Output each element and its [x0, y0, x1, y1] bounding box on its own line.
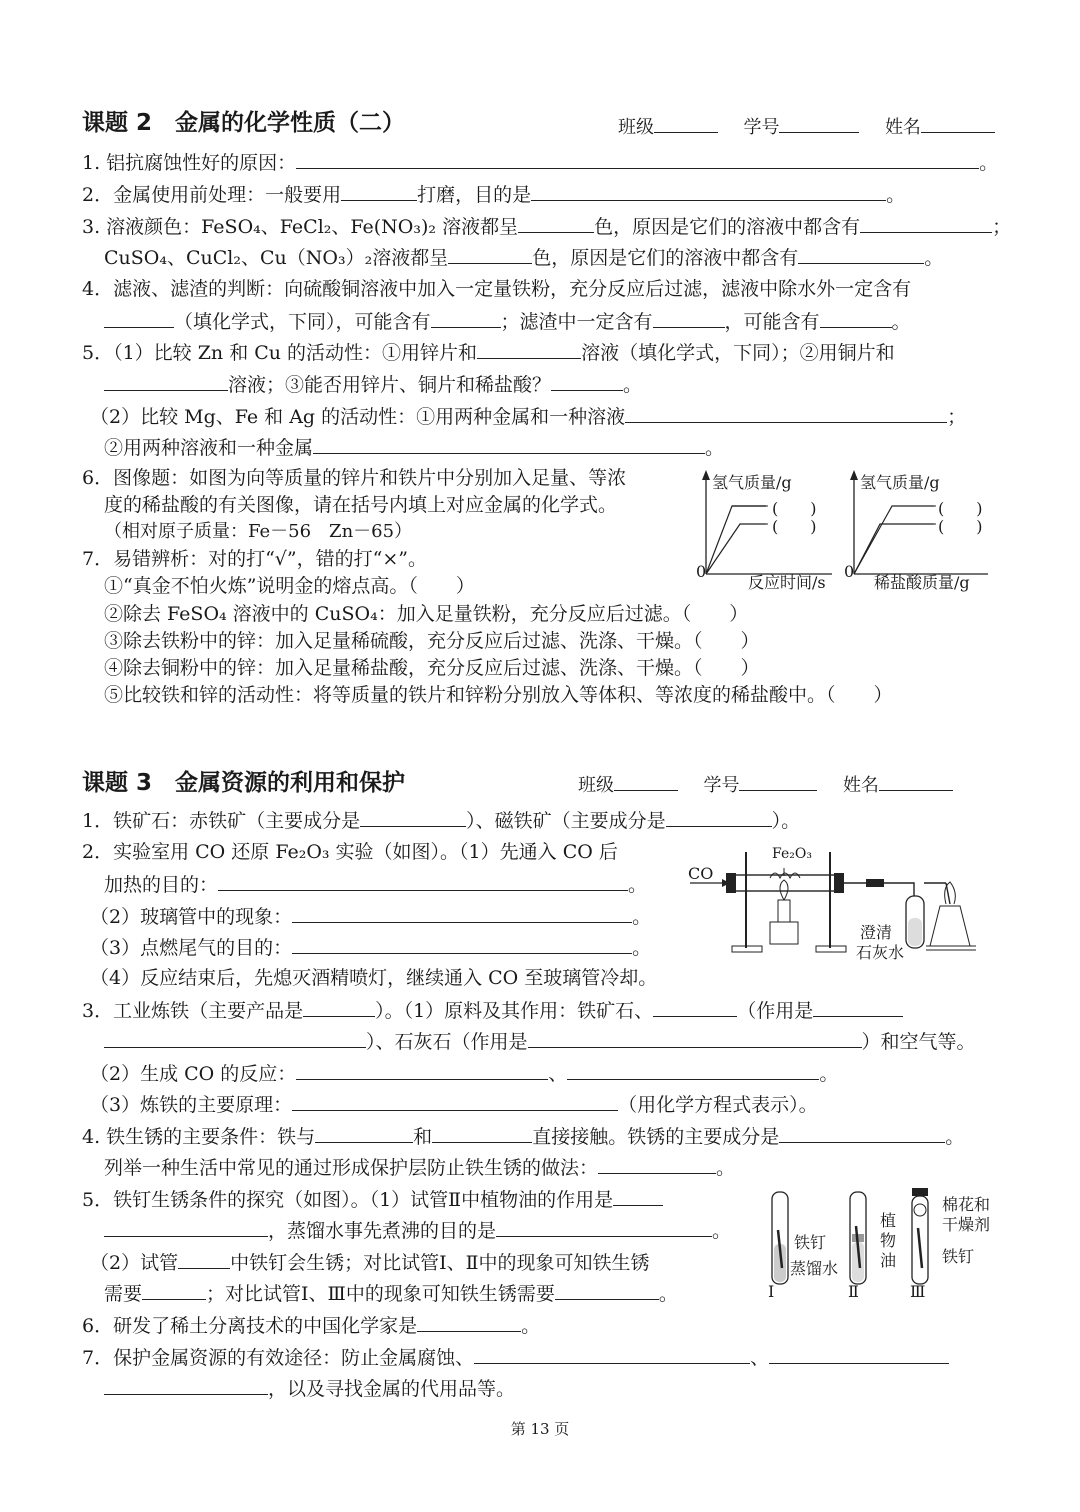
answer-blank[interactable] [779, 1122, 945, 1143]
answer-blank[interactable] [613, 1185, 663, 1206]
q-text: 3. 溶液颜色：FeSO₄、FeCl₂、Fe(NO₃)₂ 溶液都呈 [82, 216, 519, 238]
s2-q6b [104, 491, 617, 519]
punct: ； [947, 406, 967, 428]
q-text: 1．铁矿石：赤铁矿（主要成分是 [82, 810, 361, 832]
stopper-left [726, 873, 736, 893]
s3-q4a [82, 1122, 964, 1151]
answer-blank[interactable] [178, 1248, 230, 1269]
answer-blank[interactable] [567, 1059, 819, 1080]
q-text: 溶液（填化学式，下同）；②用铜片和 [581, 342, 895, 364]
q-text: ，以及寻找金属的代用品等。 [268, 1378, 516, 1400]
answer-blank[interactable] [417, 1311, 521, 1332]
punct: 。 [819, 1063, 839, 1085]
s2-q3a [82, 212, 1011, 241]
answer-blank[interactable] [360, 806, 466, 827]
q-text: 打磨，目的是 [417, 184, 532, 206]
s2-q7-1 [104, 572, 475, 600]
q-text: 2．金属使用前处理：一般要用 [82, 184, 342, 206]
q-text: （用化学方程式表示）。 [618, 1094, 818, 1116]
answer-blank[interactable] [292, 1090, 618, 1111]
s3-q2a [82, 838, 618, 866]
s3-q2c [90, 902, 651, 931]
q-text: 6．研发了稀土分离技术的中国化学家是 [82, 1315, 418, 1337]
q-text: 色，原因是它们的溶液中都含有 [532, 247, 799, 269]
answer-blank[interactable] [798, 243, 924, 264]
id-label: 学号 [743, 117, 780, 138]
answer-blank[interactable] [860, 212, 992, 233]
graph2-xlabel: 稀盐酸质量/g [874, 573, 970, 592]
tube3-nail-label: 铁钉 [942, 1247, 975, 1266]
q-text: 色，原因是它们的溶液中都含有 [594, 216, 861, 238]
name-blank[interactable] [921, 112, 995, 133]
s3-q6 [82, 1311, 540, 1340]
s2-q1 [82, 148, 998, 177]
s2-q7-2 [104, 600, 748, 628]
answer-blank[interactable] [518, 212, 594, 233]
cotton-label-1: 棉花和 [942, 1195, 991, 1214]
graph1-paren-b[interactable]: ( ) [772, 517, 817, 536]
q-text: ③除去铁粉中的锌：加入足量稀硫酸，充分反应后过滤、洗涤、干燥。（ ） [104, 630, 760, 652]
punct: 。 [945, 1126, 965, 1148]
class-label: 班级 [578, 775, 614, 796]
q-text: ④除去铜粉中的锌：加入足量稀盐酸，充分反应后过滤、洗涤、干燥。（ ） [104, 657, 760, 679]
id-blank[interactable] [779, 112, 859, 133]
oil-label-2: 物 [880, 1231, 897, 1250]
graph2-origin: 0 [844, 562, 855, 581]
answer-blank[interactable] [104, 1216, 268, 1237]
tube-label-2: Ⅱ [848, 1282, 859, 1301]
class-label: 班级 [618, 117, 654, 138]
graph2-paren-b[interactable]: ( ) [938, 517, 983, 536]
tube1-nail-label: 铁钉 [794, 1233, 827, 1252]
q-text: ）。 [771, 810, 801, 832]
answer-blank[interactable] [531, 180, 886, 201]
answer-blank[interactable] [496, 1216, 712, 1237]
punct: 。 [521, 1315, 541, 1337]
cotton-label-2: 干燥剂 [942, 1215, 991, 1234]
graph2-ylabel: 氢气质量/g [860, 473, 940, 492]
curve-a [706, 506, 766, 574]
punct: 。 [712, 1220, 732, 1242]
q-text: 加热的目的： [104, 874, 219, 896]
q-text: 1. 铝抗腐蚀性好的原因： [82, 152, 297, 174]
answer-blank[interactable] [104, 370, 228, 391]
s2-q5a [82, 338, 895, 367]
s2-q6c [104, 518, 412, 546]
answer-blank[interactable] [104, 1027, 366, 1048]
co-label: CO [688, 864, 714, 883]
answer-blank[interactable] [653, 996, 737, 1017]
punct: 。 [716, 1157, 736, 1179]
s3-q4b [104, 1153, 735, 1182]
answer-blank[interactable] [477, 338, 581, 359]
answer-blank[interactable] [315, 1122, 413, 1143]
q-text: （3）炼铁的主要原理： [90, 1094, 293, 1116]
graph1-xlabel: 反应时间/s [748, 573, 826, 592]
q-text: （2）玻璃管中的现象： [90, 906, 293, 928]
stopper-right [834, 873, 844, 893]
answer-blank[interactable] [303, 996, 375, 1017]
answer-blank[interactable] [296, 148, 979, 169]
q-text: 7．保护金属资源的有效途径：防止金属腐蚀、 [82, 1347, 475, 1369]
punct: 。 [623, 374, 643, 396]
q-text: ）和空气等。 [861, 1031, 976, 1053]
punct: 。 [886, 184, 906, 206]
section3-title: 课题 3 金属资源的利用和保护 [82, 770, 406, 796]
answer-blank[interactable] [598, 1153, 716, 1174]
id-label: 学号 [703, 775, 740, 796]
punct: 。 [628, 874, 648, 896]
s2-q7-4 [104, 654, 760, 682]
graph1-paren-a[interactable]: ( ) [772, 499, 817, 518]
punct: 。 [891, 311, 911, 333]
q-text: 7．易错辨析：对的打“√”，错的打“×”。 [82, 548, 427, 570]
fe2o3-label: Fe₂O₃ [772, 846, 812, 862]
q-text: （相对原子质量：Fe－56 Zn－65） [104, 521, 413, 542]
q-text: 溶液；③能否用锌片、铜片和稀盐酸？ [228, 374, 552, 396]
co-reduction-apparatus [684, 838, 984, 958]
q-text: ）。（1）原料及其作用：铁矿石、 [375, 1000, 654, 1022]
curve-b [854, 524, 934, 574]
id-blank[interactable] [739, 770, 817, 791]
s3-q7a [82, 1343, 949, 1372]
s2-q7-5 [104, 681, 893, 709]
punct: 。 [632, 937, 652, 959]
s2-q5d [104, 433, 724, 462]
q-text: ⑤比较铁和锌的活动性：将等质量的铁片和锌粉分别放入等体积、等浓度的稀盐酸中。（ ） [104, 684, 893, 706]
s3-q3d [90, 1090, 818, 1119]
q-text: 列举一种生活中常见的通过形成保护层防止铁生锈的做法： [104, 1157, 599, 1179]
section2-class-field [618, 112, 995, 139]
q-text: 5．铁钉生锈条件的探究（如图）。（1）试管Ⅱ中植物油的作用是 [82, 1189, 614, 1211]
flask [930, 906, 970, 946]
s3-q3b [104, 1027, 976, 1056]
q-text: 6．图像题：如图为向等质量的锌片和铁片中分别加入足量、等浓 [82, 467, 627, 489]
oil-label-1: 植 [880, 1211, 897, 1230]
y-arrow [702, 470, 710, 480]
s3-q1 [82, 806, 800, 835]
answer-blank[interactable] [474, 1343, 750, 1364]
tube-label-1: Ⅰ [768, 1282, 775, 1301]
s2-q5b [104, 370, 642, 399]
s3-q5b [104, 1216, 731, 1245]
q-text: ，可能含有 [724, 311, 820, 333]
answer-blank[interactable] [528, 1027, 862, 1048]
answer-blank[interactable] [218, 870, 628, 891]
answer-blank[interactable] [142, 1279, 206, 1300]
q-text: ）、磁铁矿（主要成分是 [466, 810, 666, 832]
answer-blank[interactable] [813, 996, 903, 1017]
q-text: （作用是 [737, 1000, 814, 1022]
s3-q3a [82, 996, 903, 1025]
punct: 。 [705, 437, 725, 459]
class-blank[interactable] [654, 112, 718, 133]
graph1-origin: 0 [696, 562, 707, 581]
s2-q4b [104, 307, 911, 336]
section2-title: 课题 2 金属的化学性质（二） [82, 110, 406, 136]
s3-q2d [90, 933, 651, 962]
q-text: （2）生成 CO 的反应： [90, 1063, 297, 1085]
answer-blank[interactable] [431, 307, 501, 328]
answer-blank[interactable] [555, 1279, 659, 1300]
tube1-water-label: 蒸馏水 [790, 1259, 839, 1278]
s2-q4a [82, 275, 911, 303]
punct: 。 [658, 1283, 678, 1305]
q-text: （4）反应结束后，先熄灭酒精喷灯，继续通入 CO 至玻璃管冷却。 [90, 967, 658, 989]
q-text: 3．工业炼铁（主要产品是 [82, 1000, 304, 1022]
answer-blank[interactable] [448, 243, 532, 264]
s3-q5a [82, 1185, 663, 1214]
answer-blank[interactable] [820, 307, 892, 328]
q-text: ，蒸馏水事先煮沸的目的是 [268, 1220, 497, 1242]
q-text: （3）点燃尾气的目的： [90, 937, 293, 959]
s3-q5d [104, 1279, 678, 1308]
punct: 、 [548, 1063, 568, 1085]
answer-blank[interactable] [104, 307, 174, 328]
cotton-desiccant [914, 1204, 926, 1216]
s2-q7-3 [104, 627, 760, 655]
answer-blank[interactable] [551, 370, 623, 391]
s2-q6a [82, 464, 626, 492]
s3-q2b [104, 870, 647, 899]
q-text: ②除去 FeSO₄ 溶液中的 CuSO₄：加入足量铁粉，充分反应后过滤。（ ） [104, 603, 749, 625]
q-text: 5．（1）比较 Zn 和 Cu 的活动性：①用锌片和 [82, 342, 478, 364]
q-text: ；对比试管Ⅰ、Ⅲ中的现象可知铁生锈需要 [206, 1283, 555, 1305]
punct: 。 [924, 247, 944, 269]
q-text: 直接接触。铁锈的主要成分是 [532, 1126, 780, 1148]
q-text: （2）比较 Mg、Fe 和 Ag 的活动性：①用两种金属和一种溶液 [90, 406, 626, 428]
q-text: （填化学式，下同），可能含有 [174, 311, 431, 333]
stopper-3 [912, 1188, 928, 1196]
answer-blank[interactable] [104, 1374, 268, 1395]
q-text: 4．滤液、滤渣的判断：向硫酸铜溶液中加入一定量铁粉，充分反应后过滤，滤液中除水外一定含有 [82, 278, 912, 300]
q-text: 度的稀盐酸的有关图像，请在括号内填上对应金属的化学式。 [104, 494, 618, 516]
s2-q2 [82, 180, 905, 209]
q-text: 4. 铁生锈的主要条件：铁与 [82, 1126, 316, 1148]
q-text: ；滤渣中一定含有 [500, 311, 653, 333]
s2-q7 [82, 545, 427, 573]
answer-blank[interactable] [296, 1059, 548, 1080]
answer-blank[interactable] [292, 902, 632, 923]
punct: 、 [750, 1347, 770, 1369]
punct: 。 [979, 152, 999, 174]
answer-blank[interactable] [769, 1343, 949, 1364]
s2-q5c [90, 402, 966, 431]
limewater-label-2: 石灰水 [856, 943, 905, 962]
answer-blank[interactable] [625, 402, 947, 423]
tube-label-3: Ⅲ [910, 1282, 926, 1301]
answer-blank[interactable] [313, 433, 705, 454]
q-text: 中铁钉会生锈；对比试管Ⅰ、Ⅱ中的现象可知铁生锈 [230, 1252, 650, 1274]
class-blank[interactable] [614, 770, 678, 791]
q-text: 和 [413, 1126, 433, 1148]
y-arrow [850, 470, 858, 480]
name-label: 姓名 [842, 775, 879, 796]
s3-q5c [90, 1248, 650, 1277]
q-text: （2）试管 [90, 1252, 179, 1274]
answer-blank[interactable] [292, 933, 632, 954]
limewater-label-1: 澄清 [860, 923, 893, 942]
punct: 。 [632, 906, 652, 928]
section3-class-field [578, 770, 953, 797]
s3-q7b [104, 1374, 515, 1403]
s3-q3c [90, 1059, 838, 1088]
punct: ； [992, 216, 1012, 238]
q-text: ①“真金不怕火炼”说明金的熔点高。（ ） [104, 575, 475, 597]
answer-blank[interactable] [432, 1122, 532, 1143]
q-text: 需要 [104, 1283, 143, 1305]
page-number: 第 13 页 [510, 1420, 570, 1438]
q-text: CuSO₄、CuCl₂、Cu（NO₃）₂溶液都呈 [104, 247, 449, 269]
name-blank[interactable] [879, 770, 953, 791]
q-text: ②用两种溶液和一种金属 [104, 437, 314, 459]
curve-a [854, 506, 934, 574]
answer-blank[interactable] [341, 180, 417, 201]
graph2-paren-a[interactable]: ( ) [938, 499, 983, 518]
s3-q2e [90, 964, 657, 992]
oil-label-3: 油 [880, 1251, 897, 1270]
q-text: ）、石灰石（作用是 [366, 1031, 528, 1053]
answer-blank[interactable] [666, 806, 772, 827]
s2-q3b [104, 243, 943, 272]
answer-blank[interactable] [653, 307, 725, 328]
graph1-ylabel: 氢气质量/g [712, 473, 792, 492]
alcohol-blowtorch [778, 900, 790, 922]
flame [780, 880, 788, 900]
nail-3 [918, 1228, 922, 1268]
name-label: 姓名 [884, 117, 921, 138]
q-text: 2．实验室用 CO 还原 Fe₂O₃ 实验（如图）。（1）先通入 CO 后 [82, 841, 618, 863]
